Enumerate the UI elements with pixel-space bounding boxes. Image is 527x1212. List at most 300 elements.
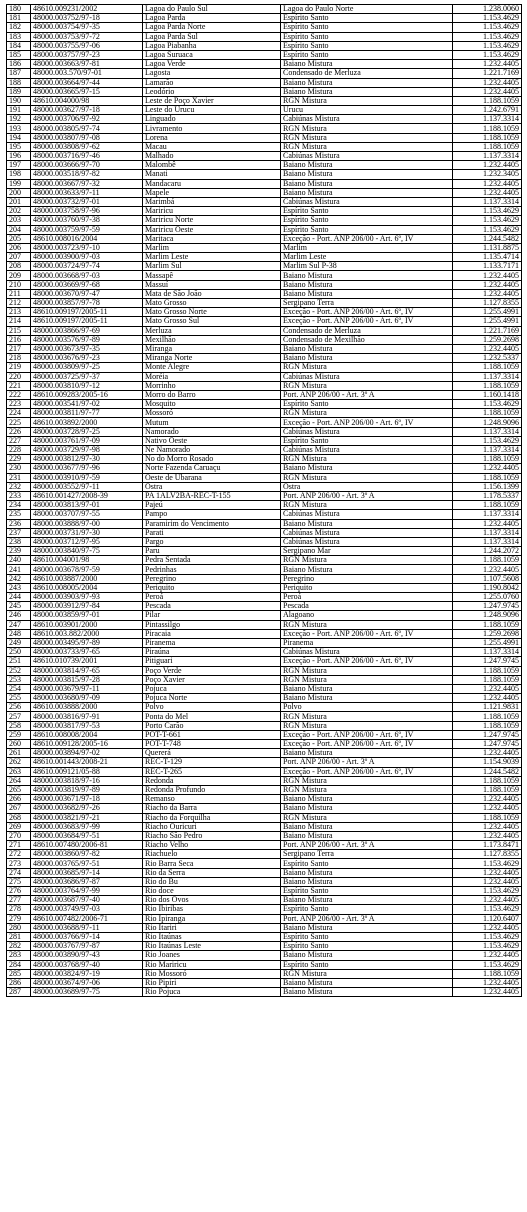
process-number-cell: 48000.003495/97-89 <box>31 638 143 647</box>
field-name-cell: Merluza <box>143 326 281 335</box>
row-number-cell: 245 <box>7 602 31 611</box>
fields-table <box>6 4 522 997</box>
value-cell: 1.188.1059 <box>453 455 522 464</box>
value-cell: 1.137.3314 <box>453 372 522 381</box>
row-number-cell: 192 <box>7 115 31 124</box>
field-name-cell: Norte Fazenda Caruaçu <box>143 464 281 473</box>
reference-oil-cell: Baiano Mistura <box>281 868 453 877</box>
row-number-cell: 246 <box>7 611 31 620</box>
process-number-cell: 48000.003888/97-00 <box>31 519 143 528</box>
table-row <box>7 923 522 932</box>
table-row <box>7 78 522 87</box>
value-cell: 1.232.4405 <box>453 344 522 353</box>
field-name-cell: Rio Ipiranga <box>143 914 281 923</box>
row-number-cell: 191 <box>7 106 31 115</box>
value-cell: 1.232.4405 <box>453 923 522 932</box>
table-row <box>7 841 522 850</box>
process-number-cell: 48000.003729/97-98 <box>31 446 143 455</box>
value-cell: 1.153.4629 <box>453 225 522 234</box>
field-name-cell: Riacho São Pedro <box>143 831 281 840</box>
process-number-cell: 48000.003818/97-16 <box>31 776 143 785</box>
reference-oil-cell: Port. ANP 206/00 - Art. 3º A <box>281 914 453 923</box>
value-cell: 1.232.4405 <box>453 951 522 960</box>
value-cell: 1.255.4991 <box>453 638 522 647</box>
row-number-cell: 270 <box>7 831 31 840</box>
reference-oil-cell: Pescada <box>281 602 453 611</box>
reference-oil-cell: Cabiúnas Mistura <box>281 446 453 455</box>
row-number-cell: 254 <box>7 684 31 693</box>
value-cell: 1.153.4629 <box>453 23 522 32</box>
process-number-cell: 48610.010739/2001 <box>31 657 143 666</box>
value-cell: 1.247.9745 <box>453 657 522 666</box>
row-number-cell: 194 <box>7 133 31 142</box>
reference-oil-cell: Espírito Santo <box>281 859 453 868</box>
process-number-cell: 48610.004001/98 <box>31 556 143 565</box>
reference-oil-cell: RGN Mistura <box>281 381 453 390</box>
reference-oil-cell: Cabiúnas Mistura <box>281 115 453 124</box>
field-name-cell: Lagoa Suruaca <box>143 50 281 59</box>
value-cell: 1.121.9831 <box>453 703 522 712</box>
table-row <box>7 50 522 59</box>
row-number-cell: 269 <box>7 822 31 831</box>
field-name-cell: Rio Ibiribas <box>143 905 281 914</box>
row-number-cell: 268 <box>7 813 31 822</box>
value-cell: 1.247.9745 <box>453 740 522 749</box>
process-number-cell: 48000.003894/97-02 <box>31 749 143 758</box>
field-name-cell: Paru <box>143 547 281 556</box>
table-row <box>7 519 522 528</box>
field-name-cell: Ostra <box>143 482 281 491</box>
reference-oil-cell: Alagoano <box>281 611 453 620</box>
reference-oil-cell: Baiano Mistura <box>281 464 453 473</box>
table-row <box>7 758 522 767</box>
field-name-cell: Polvo <box>143 703 281 712</box>
table-row <box>7 115 522 124</box>
field-name-cell: Leste de Poço Xavier <box>143 96 281 105</box>
reference-oil-cell: Espírito Santo <box>281 887 453 896</box>
reference-oil-cell: Urucu <box>281 106 453 115</box>
field-name-cell: Moréia <box>143 372 281 381</box>
field-name-cell: Remanso <box>143 795 281 804</box>
process-number-cell: 48610.001443/2008-21 <box>31 758 143 767</box>
reference-oil-cell: Cabiúnas Mistura <box>281 537 453 546</box>
value-cell: 1.244.5482 <box>453 234 522 243</box>
table-row <box>7 409 522 418</box>
reference-oil-cell: Condensado de Mexilhão <box>281 335 453 344</box>
table-row <box>7 344 522 353</box>
table-row <box>7 253 522 262</box>
table-row <box>7 813 522 822</box>
process-number-cell: 48000.003680/97-09 <box>31 694 143 703</box>
table-row <box>7 675 522 684</box>
reference-oil-cell: RGN Mistura <box>281 969 453 978</box>
table-row <box>7 602 522 611</box>
value-cell: 1.156.1399 <box>453 482 522 491</box>
table-row <box>7 887 522 896</box>
field-name-cell: Rio Itaúnas <box>143 932 281 941</box>
field-name-cell: Ne Namorado <box>143 446 281 455</box>
table-row <box>7 501 522 510</box>
reference-oil-cell: RGN Mistura <box>281 142 453 151</box>
field-name-cell: Rio Mossoró <box>143 969 281 978</box>
field-name-cell: Lorena <box>143 133 281 142</box>
table-row <box>7 694 522 703</box>
field-name-cell: Piranema <box>143 638 281 647</box>
reference-oil-cell: Exceção - Port. ANP 206/00 - Art. 6º, IV <box>281 308 453 317</box>
field-name-cell: Miranga Norte <box>143 354 281 363</box>
field-name-cell: Linguado <box>143 115 281 124</box>
reference-oil-cell: Espírito Santo <box>281 41 453 50</box>
process-number-cell: 48610.003.882/2000 <box>31 629 143 638</box>
table-row <box>7 528 522 537</box>
table-row <box>7 804 522 813</box>
value-cell: 1.188.1059 <box>453 133 522 142</box>
table-row <box>7 767 522 776</box>
reference-oil-cell: Exceção - Port. ANP 206/00 - Art. 6º, IV <box>281 767 453 776</box>
process-number-cell: 48000.003808/97-62 <box>31 142 143 151</box>
row-number-cell: 280 <box>7 923 31 932</box>
process-number-cell: 48610.009231/2002 <box>31 5 143 14</box>
table-row <box>7 188 522 197</box>
row-number-cell: 277 <box>7 896 31 905</box>
row-number-cell: 234 <box>7 501 31 510</box>
row-number-cell: 250 <box>7 648 31 657</box>
reference-oil-cell: Baiano Mistura <box>281 344 453 353</box>
row-number-cell: 180 <box>7 5 31 14</box>
value-cell: 1.153.4629 <box>453 41 522 50</box>
reference-oil-cell: Marlim Leste <box>281 253 453 262</box>
process-number-cell: 48000.003857/97-78 <box>31 299 143 308</box>
reference-oil-cell: Baiano Mistura <box>281 684 453 693</box>
reference-oil-cell: RGN Mistura <box>281 409 453 418</box>
value-cell: 1.232.4405 <box>453 280 522 289</box>
process-number-cell: 48000.003725/97-37 <box>31 372 143 381</box>
value-cell: 1.178.5337 <box>453 491 522 500</box>
process-number-cell: 48000.003518/97-82 <box>31 170 143 179</box>
row-number-cell: 217 <box>7 344 31 353</box>
process-number-cell: 48610.007482/2006-71 <box>31 914 143 923</box>
value-cell: 1.232.4405 <box>453 804 522 813</box>
table-row <box>7 87 522 96</box>
value-cell: 1.232.4405 <box>453 694 522 703</box>
field-name-cell: Mato Grosso Norte <box>143 308 281 317</box>
reference-oil-cell: Espírito Santo <box>281 905 453 914</box>
process-number-cell: 48000.003665/97-15 <box>31 87 143 96</box>
table-row <box>7 317 522 326</box>
field-name-cell: Rio Pojuca <box>143 988 281 997</box>
process-number-cell: 48000.003689/97-75 <box>31 988 143 997</box>
reference-oil-cell: Condensado de Merluza <box>281 326 453 335</box>
row-number-cell: 211 <box>7 289 31 298</box>
table-row <box>7 776 522 785</box>
table-row <box>7 390 522 399</box>
field-name-cell: Lagoa Parda Sul <box>143 32 281 41</box>
value-cell: 1.137.3314 <box>453 115 522 124</box>
reference-oil-cell: Cabiúnas Mistura <box>281 427 453 436</box>
row-number-cell: 188 <box>7 78 31 87</box>
field-name-cell: Marlim <box>143 243 281 252</box>
row-number-cell: 261 <box>7 749 31 758</box>
reference-oil-cell: Baiano Mistura <box>281 795 453 804</box>
row-number-cell: 233 <box>7 491 31 500</box>
value-cell: 1.232.4405 <box>453 60 522 69</box>
row-number-cell: 232 <box>7 482 31 491</box>
field-name-cell: Mutum <box>143 418 281 427</box>
reference-oil-cell: RGN Mistura <box>281 96 453 105</box>
reference-oil-cell: Baiano Mistura <box>281 161 453 170</box>
row-number-cell: 237 <box>7 528 31 537</box>
process-number-cell: 48000.003752/97-18 <box>31 14 143 23</box>
reference-oil-cell: Exceção - Port. ANP 206/00 - Art. 6º, IV <box>281 317 453 326</box>
process-number-cell: 48610.009197/2005-11 <box>31 317 143 326</box>
table-row <box>7 565 522 574</box>
value-cell: 1.153.4629 <box>453 436 522 445</box>
process-number-cell: 48610.003888/2000 <box>31 703 143 712</box>
field-name-cell: Lagoa Parda <box>143 14 281 23</box>
reference-oil-cell: Sergipano Terra <box>281 850 453 859</box>
value-cell: 1.255.0760 <box>453 593 522 602</box>
process-number-cell: 48610.008005/2004 <box>31 583 143 592</box>
row-number-cell: 260 <box>7 740 31 749</box>
table-row <box>7 299 522 308</box>
row-number-cell: 230 <box>7 464 31 473</box>
reference-oil-cell: RGN Mistura <box>281 785 453 794</box>
process-number-cell: 48610.003892/2000 <box>31 418 143 427</box>
row-number-cell: 282 <box>7 942 31 951</box>
table-row <box>7 455 522 464</box>
row-number-cell: 257 <box>7 712 31 721</box>
process-number-cell: 48000.003813/97-01 <box>31 501 143 510</box>
row-number-cell: 226 <box>7 427 31 436</box>
process-number-cell: 48000.003541/97-02 <box>31 400 143 409</box>
row-number-cell: 225 <box>7 418 31 427</box>
process-number-cell: 48610.009283/2005-16 <box>31 390 143 399</box>
reference-oil-cell: Espírito Santo <box>281 400 453 409</box>
process-number-cell: 48000.003686/97-87 <box>31 877 143 886</box>
row-number-cell: 259 <box>7 730 31 739</box>
field-name-cell: Pintassilgo <box>143 620 281 629</box>
row-number-cell: 182 <box>7 23 31 32</box>
row-number-cell: 209 <box>7 271 31 280</box>
table-row <box>7 5 522 14</box>
field-name-cell: Mexilhão <box>143 335 281 344</box>
table-row <box>7 896 522 905</box>
reference-oil-cell: Baiano Mistura <box>281 804 453 813</box>
document-page <box>6 4 521 997</box>
process-number-cell: 48610.009121/05-88 <box>31 767 143 776</box>
row-number-cell: 228 <box>7 446 31 455</box>
value-cell: 1.137.3314 <box>453 510 522 519</box>
field-name-cell: Rio da Serra <box>143 868 281 877</box>
reference-oil-cell: Baiano Mistura <box>281 87 453 96</box>
value-cell: 1.232.4405 <box>453 271 522 280</box>
field-name-cell: Mato Grosso Sul <box>143 317 281 326</box>
table-row <box>7 795 522 804</box>
row-number-cell: 262 <box>7 758 31 767</box>
value-cell: 1.131.8875 <box>453 243 522 252</box>
field-name-cell: Mata de São João <box>143 289 281 298</box>
row-number-cell: 210 <box>7 280 31 289</box>
field-name-cell: Nativo Oeste <box>143 436 281 445</box>
row-number-cell: 207 <box>7 253 31 262</box>
reference-oil-cell: Baiano Mistura <box>281 877 453 886</box>
row-number-cell: 199 <box>7 179 31 188</box>
process-number-cell: 48610.009197/2005-11 <box>31 308 143 317</box>
value-cell: 1.232.4405 <box>453 565 522 574</box>
reference-oil-cell: Lagoa do Paulo Norte <box>281 5 453 14</box>
reference-oil-cell: Baiano Mistura <box>281 289 453 298</box>
field-name-cell: Redonda Profundo <box>143 785 281 794</box>
process-number-cell: 48000.003805/97-74 <box>31 124 143 133</box>
value-cell: 1.188.1059 <box>453 501 522 510</box>
value-cell: 1.137.3314 <box>453 537 522 546</box>
field-name-cell: Pescada <box>143 602 281 611</box>
field-name-cell: Rio Pipiri <box>143 978 281 987</box>
reference-oil-cell: Baiano Mistura <box>281 78 453 87</box>
table-row <box>7 225 522 234</box>
table-row <box>7 574 522 583</box>
table-row <box>7 638 522 647</box>
reference-oil-cell: Sergipano Terra <box>281 299 453 308</box>
table-row <box>7 152 522 161</box>
table-row <box>7 363 522 372</box>
table-row <box>7 418 522 427</box>
row-number-cell: 216 <box>7 335 31 344</box>
process-number-cell: 48000.003682/97-26 <box>31 804 143 813</box>
value-cell: 1.188.1059 <box>453 785 522 794</box>
reference-oil-cell: RGN Mistura <box>281 133 453 142</box>
field-name-cell: Lamarão <box>143 78 281 87</box>
process-number-cell: 48000.003811/97-77 <box>31 409 143 418</box>
table-row <box>7 60 522 69</box>
value-cell: 1.153.4629 <box>453 887 522 896</box>
field-name-cell: Pojuca Norte <box>143 694 281 703</box>
field-name-cell: Poço Verde <box>143 666 281 675</box>
field-name-cell: Rio dos Ovos <box>143 896 281 905</box>
process-number-cell: 48000.003890/97-43 <box>31 951 143 960</box>
table-row <box>7 537 522 546</box>
field-name-cell: Morrinho <box>143 381 281 390</box>
row-number-cell: 235 <box>7 510 31 519</box>
row-number-cell: 220 <box>7 372 31 381</box>
process-number-cell: 48000.003754/97-35 <box>31 23 143 32</box>
reference-oil-cell: Espírito Santo <box>281 23 453 32</box>
process-number-cell: 48000.003807/97-08 <box>31 133 143 142</box>
reference-oil-cell: Baiano Mistura <box>281 951 453 960</box>
row-number-cell: 224 <box>7 409 31 418</box>
table-row <box>7 510 522 519</box>
field-name-cell: Leste do Urucu <box>143 106 281 115</box>
process-number-cell: 48000.003663/97-81 <box>31 60 143 69</box>
row-number-cell: 281 <box>7 932 31 941</box>
row-number-cell: 215 <box>7 326 31 335</box>
reference-oil-cell: Exceção - Port. ANP 206/00 - Art. 6º, IV <box>281 740 453 749</box>
field-name-cell: Ponta do Mel <box>143 712 281 721</box>
reference-oil-cell: Exceção - Port. ANP 206/00 - Art. 6º, IV <box>281 730 453 739</box>
table-row <box>7 335 522 344</box>
reference-oil-cell: Espírito Santo <box>281 942 453 951</box>
reference-oil-cell: RGN Mistura <box>281 721 453 730</box>
table-row <box>7 740 522 749</box>
row-number-cell: 221 <box>7 381 31 390</box>
row-number-cell: 200 <box>7 188 31 197</box>
value-cell: 1.232.4405 <box>453 179 522 188</box>
field-name-cell: Riacho da Barra <box>143 804 281 813</box>
row-number-cell: 243 <box>7 583 31 592</box>
field-name-cell: Pedra Sentada <box>143 556 281 565</box>
row-number-cell: 239 <box>7 547 31 556</box>
table-row <box>7 785 522 794</box>
row-number-cell: 279 <box>7 914 31 923</box>
reference-oil-cell: Marlim <box>281 243 453 252</box>
process-number-cell: 48000.003815/97-28 <box>31 675 143 684</box>
value-cell: 1.188.1059 <box>453 776 522 785</box>
row-number-cell: 196 <box>7 152 31 161</box>
reference-oil-cell: Espírito Santo <box>281 216 453 225</box>
value-cell: 1.232.4405 <box>453 519 522 528</box>
value-cell: 1.137.3314 <box>453 197 522 206</box>
process-number-cell: 48000.003866/97-69 <box>31 326 143 335</box>
row-number-cell: 275 <box>7 877 31 886</box>
field-name-cell: Miranga <box>143 344 281 353</box>
row-number-cell: 218 <box>7 354 31 363</box>
field-name-cell: Rio Joanes <box>143 951 281 960</box>
reference-oil-cell: Baiano Mistura <box>281 271 453 280</box>
table-row <box>7 446 522 455</box>
field-name-cell: Redonda <box>143 776 281 785</box>
reference-oil-cell: Periquito <box>281 583 453 592</box>
reference-oil-cell: Port. ANP 206/00 - Art. 3º A <box>281 841 453 850</box>
process-number-cell: 48610.001427/2008-39 <box>31 491 143 500</box>
field-name-cell: Marlim Sul <box>143 262 281 271</box>
row-number-cell: 208 <box>7 262 31 271</box>
table-row <box>7 400 522 409</box>
reference-oil-cell: Port. ANP 206/00 - Art. 3º A <box>281 491 453 500</box>
reference-oil-cell: Baiano Mistura <box>281 179 453 188</box>
process-number-cell: 48000.003859/97-01 <box>31 611 143 620</box>
value-cell: 1.153.4629 <box>453 400 522 409</box>
value-cell: 1.127.8355 <box>453 850 522 859</box>
row-number-cell: 201 <box>7 197 31 206</box>
value-cell: 1.232.4405 <box>453 896 522 905</box>
process-number-cell: 48000.003755/97-06 <box>31 41 143 50</box>
field-name-cell: Mariricu <box>143 207 281 216</box>
field-name-cell: Pilar <box>143 611 281 620</box>
value-cell: 1.188.1059 <box>453 556 522 565</box>
process-number-cell: 48000.003706/97-92 <box>31 115 143 124</box>
table-row <box>7 216 522 225</box>
field-name-cell: Morro do Barro <box>143 390 281 399</box>
field-name-cell: Pojuca <box>143 684 281 693</box>
process-number-cell: 48000.003809/97-25 <box>31 363 143 372</box>
process-number-cell: 48000.003759/97-59 <box>31 225 143 234</box>
table-row <box>7 179 522 188</box>
row-number-cell: 236 <box>7 519 31 528</box>
field-name-cell: Rio Barra Seca <box>143 859 281 868</box>
field-name-cell: PA 1ALV2BA-REC-T-155 <box>143 491 281 500</box>
value-cell: 1.232.4405 <box>453 868 522 877</box>
reference-oil-cell: RGN Mistura <box>281 712 453 721</box>
table-row <box>7 712 522 721</box>
process-number-cell: 48610.008016/2004 <box>31 234 143 243</box>
reference-oil-cell: Baiano Mistura <box>281 188 453 197</box>
value-cell: 1.160.1418 <box>453 390 522 399</box>
reference-oil-cell: Espírito Santo <box>281 50 453 59</box>
field-name-cell: Poço Xavier <box>143 675 281 684</box>
process-number-cell: 48000.003819/97-89 <box>31 785 143 794</box>
value-cell: 1.244.5482 <box>453 767 522 776</box>
reference-oil-cell: Cabiúnas Mistura <box>281 648 453 657</box>
